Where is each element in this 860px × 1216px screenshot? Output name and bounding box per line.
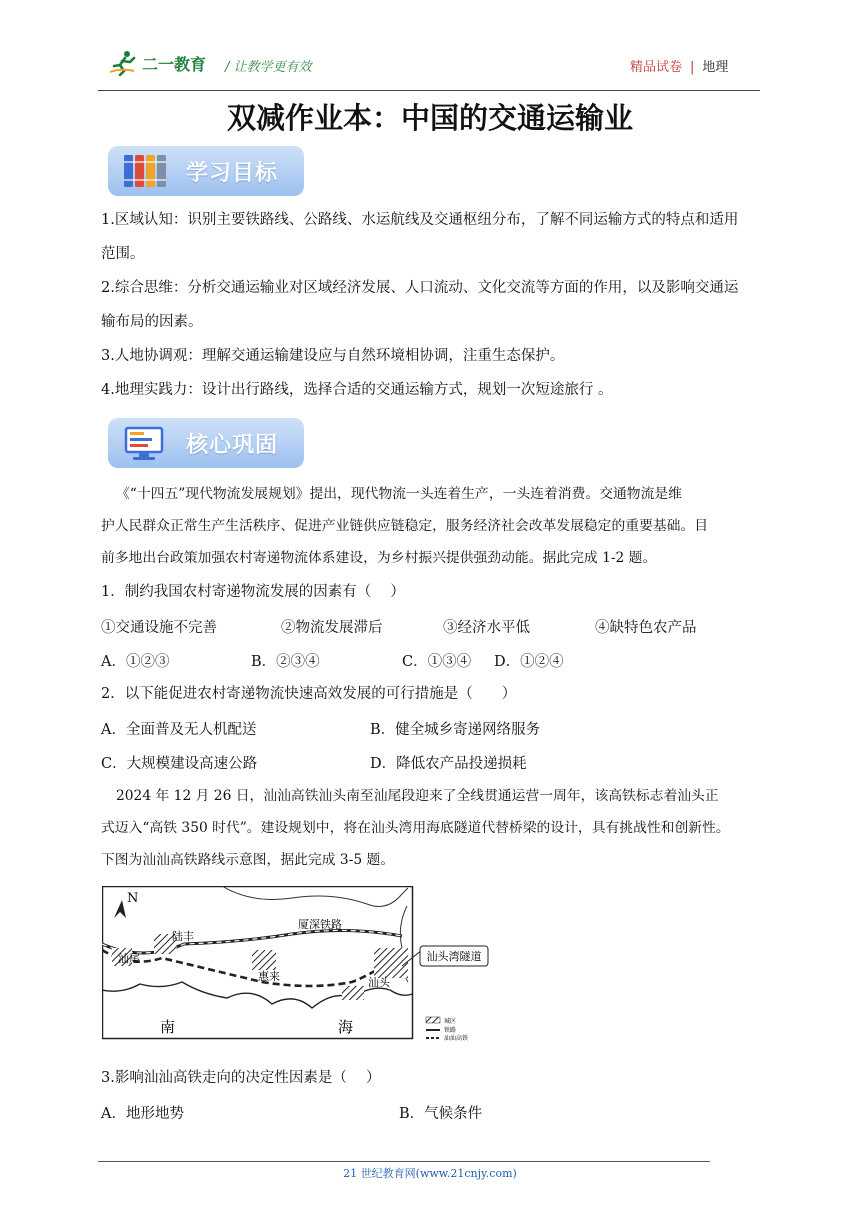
section-label-core: 核心巩固 [186, 432, 279, 458]
city-label-shantou: 汕头 [368, 976, 390, 989]
books-icon [120, 151, 170, 191]
railway-label: 厦深铁路 [298, 918, 342, 931]
city-area-small [342, 986, 364, 1000]
logo-text: 二一教育 [142, 54, 207, 74]
question-1-stem: 1．制约我国农村寄递物流发展的因素有（ ） [101, 584, 405, 600]
header-separator: | [690, 60, 695, 75]
q1-option-b: B．②③④ [251, 654, 320, 670]
runner-logo-icon [108, 50, 138, 76]
railway-route-map [102, 886, 492, 1048]
section-label-goals: 学习目标 [186, 160, 279, 186]
passage2-line-3: 下图为汕汕高铁路线示意图，据此完成 3-5 题。 [101, 852, 395, 868]
goal-line-6: 4.地理实践力：设计出行路线，选择合适的交通运输方式，规划一次短途旅行 。 [101, 382, 613, 398]
legend-city-swatch [426, 1017, 440, 1023]
q1-item-2: ②物流发展滞后 [281, 620, 383, 636]
q1-option-c: C．①③④ [402, 654, 472, 670]
page-title: 双减作业本：中国的交通运输业 [226, 101, 633, 135]
city-label-huilai: 惠来 [258, 970, 280, 983]
sea-label-1: 南 [160, 1018, 176, 1036]
goal-line-2: 范围。 [101, 246, 145, 262]
q1-option-d: D．①②④ [494, 654, 564, 670]
passage2-line-1: 2024 年 12 月 26 日，汕汕高铁汕头南至汕尾段迎来了全线贯通运营一周年，该高铁标志着汕头正 [116, 788, 719, 804]
goal-line-5: 3.人地协调观：理解交通运输建设应与自然环境相协调，注重生态保护。 [101, 348, 565, 364]
q2-option-c: C．大规模建设高速公路 [101, 756, 258, 772]
north-label: N [127, 891, 139, 906]
section-banner-core [108, 418, 304, 468]
city-label-shanwei: 汕尾 [118, 952, 140, 965]
q2-option-a: A．全面普及无人机配送 [101, 722, 257, 738]
footer-link[interactable]: 21 世纪教育网(www.21cnjy.com) [343, 1167, 517, 1180]
subject-label: 地理 [702, 60, 729, 75]
legend-hsr-label: 汕汕高铁 [444, 1035, 469, 1042]
city-area-shantou [374, 948, 408, 978]
goal-line-3: 2.综合思维：分析交通运输业对区域经济发展、人口流动、文化交流等方面的作用，以及影响交通运 [101, 280, 739, 296]
q1-item-4: ④缺特色农产品 [595, 620, 697, 636]
legend-city-label: 城区 [444, 1018, 457, 1025]
computer-icon [120, 423, 170, 463]
goal-line-4: 输布局的因素。 [101, 314, 203, 330]
paper-tag: 精品试卷 [630, 60, 683, 75]
q2-option-b: B．健全城乡寄递网络服务 [370, 722, 541, 738]
question-2-stem: 2．以下能促进农村寄递物流快速高效发展的可行措施是（ ） [101, 686, 517, 702]
q3-option-a: A．地形地势 [101, 1106, 184, 1122]
footer-divider [98, 1161, 710, 1162]
q3-option-b: B．气候条件 [399, 1106, 483, 1122]
q1-option-a: A．①②③ [101, 654, 170, 670]
question-3-stem: 3.影响汕汕高铁走向的决定性因素是（ ） [101, 1070, 381, 1086]
legend-railway-label: 铁路 [444, 1027, 457, 1034]
brand-logo [108, 50, 206, 76]
q2-option-d: D．降低农产品投递损耗 [370, 756, 527, 772]
sea-label-2: 海 [338, 1018, 354, 1036]
section-banner-goals [108, 146, 304, 196]
goal-line-1: 1.区域认知：识别主要铁路线、公路线、水运航线及交通枢纽分布，了解不同运输方式的特点和适用 [101, 212, 739, 228]
passage1-line-2: 护人民群众正常生产生活秩序、促进产业链供应链稳定，服务经济社会改革发展稳定的重要基础。目 [101, 518, 709, 534]
tunnel-label: 汕头湾隧道 [426, 950, 482, 963]
city-label-lufeng: 陆丰 [172, 930, 194, 943]
header-right [630, 56, 728, 75]
city-area-huilai [252, 950, 276, 970]
header-divider [98, 90, 760, 91]
passage2-line-2: 式迈入“高铁 350 时代”。建设规划中，将在汕头湾用海底隧道代替桥梁的设计，具有挑战性和创新性。 [101, 820, 730, 836]
q1-item-3: ③经济水平低 [443, 620, 530, 636]
passage1-line-3: 前多地出台政策加强农村寄递物流体系建设，为乡村振兴提供强劲动能。据此完成 1-2 题。 [101, 550, 657, 566]
slogan: / 让教学更有效 [225, 60, 312, 75]
passage1-line-1: 《“十四五”现代物流发展规划》提出，现代物流一头连着生产，一头连着消费。交通物流是维 [116, 486, 682, 502]
q1-item-1: ①交通设施不完善 [101, 620, 217, 636]
